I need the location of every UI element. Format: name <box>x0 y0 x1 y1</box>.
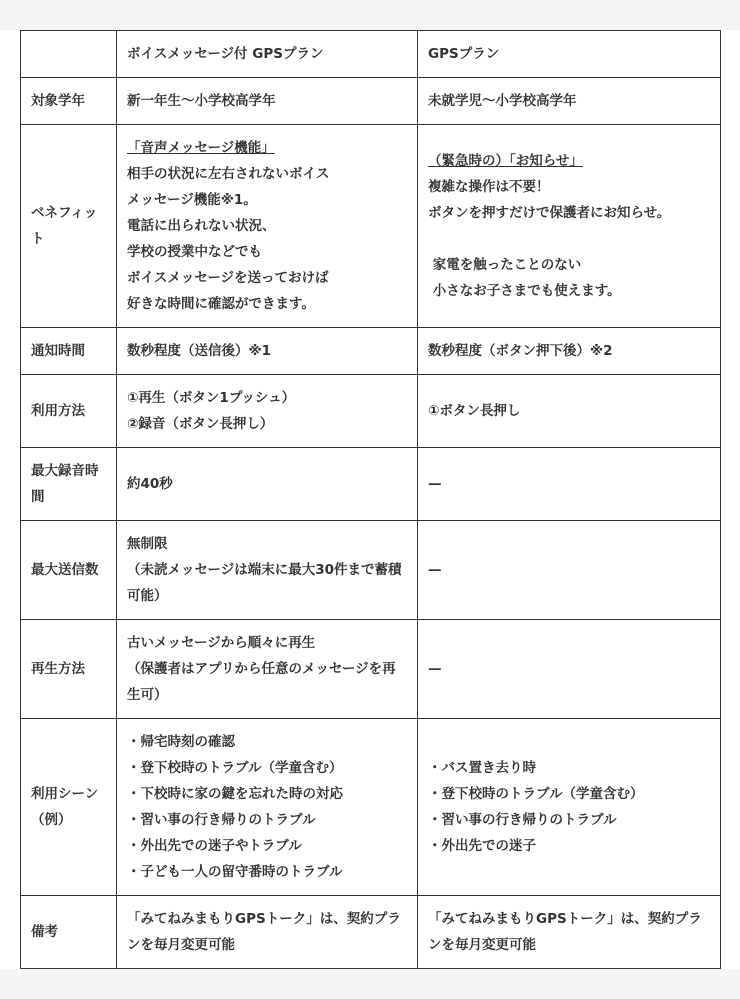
cell-line: 新一年生〜小学校高学年 <box>127 93 276 109</box>
row-label: 再生方法 <box>21 620 117 719</box>
plan-b-cell <box>418 719 721 896</box>
header-gps-plan: GPSプラン <box>418 31 721 78</box>
cell-line: メッセージ機能※1。 <box>127 192 257 208</box>
list-item: ・下校時に家の鍵を忘れた時の対応 <box>127 786 343 802</box>
cell-line: 未就学児〜小学校高学年 <box>428 93 577 109</box>
table-row-max-record-time <box>21 448 721 521</box>
list-item: ・登下校時のトラブル（学童含む） <box>127 760 343 776</box>
cell-line: 「みてねみまもりGPSトーク」は、契約プランを毎月変更可能 <box>428 911 702 953</box>
list-item: ・習い事の行き帰りのトラブル <box>428 812 617 828</box>
table-row-target-grade <box>21 78 721 125</box>
cell-line: 無制限 <box>127 536 168 552</box>
table-row-usage <box>21 375 721 448</box>
plan-b-cell <box>418 896 721 969</box>
list-item: ・習い事の行き帰りのトラブル <box>127 812 316 828</box>
table-header-row <box>21 31 721 78</box>
plan-a-cell <box>117 375 418 448</box>
plan-b-cell <box>418 620 721 719</box>
table-row-playback-method <box>21 620 721 719</box>
cell-line: 「みてねみまもりGPSトーク」は、契約プランを毎月変更可能 <box>127 911 401 953</box>
plan-a-cell <box>117 125 418 328</box>
plan-a-cell <box>117 448 418 521</box>
plan-b-cell <box>418 375 721 448</box>
benefit-heading: （緊急時の）「お知らせ」 <box>428 153 583 169</box>
row-label: 利用方法 <box>21 375 117 448</box>
cell-line: ②録音（ボタン長押し） <box>127 416 274 432</box>
plan-b-cell <box>418 448 721 521</box>
table-row-max-send-count <box>21 521 721 620</box>
table-row-benefit <box>21 125 721 328</box>
header-empty-cell <box>21 31 117 78</box>
cell-line: 数秒程度（送信後）※1 <box>127 343 272 359</box>
row-label: 対象学年 <box>21 78 117 125</box>
plan-b-cell <box>418 125 721 328</box>
cell-line: — <box>428 562 442 578</box>
header-voice-gps-plan: ボイスメッセージ付 GPSプラン <box>117 31 418 78</box>
cell-line: 約40秒 <box>127 476 173 492</box>
row-label: 最大録音時間 <box>21 448 117 521</box>
plan-b-cell <box>418 328 721 375</box>
list-item: ・バス置き去り時 <box>428 760 536 776</box>
cell-line <box>428 226 710 252</box>
plan-comparison-table <box>20 30 721 969</box>
plan-a-cell <box>117 719 418 896</box>
cell-line: （保護者はアプリから任意のメッセージを再生可） <box>127 661 396 703</box>
plan-a-cell <box>117 78 418 125</box>
cell-line: — <box>428 661 442 677</box>
list-item: ・帰宅時刻の確認 <box>127 734 235 750</box>
cell-line: — <box>428 476 442 492</box>
row-label: 備考 <box>21 896 117 969</box>
cell-line: 数秒程度（ボタン押下後）※2 <box>428 343 613 359</box>
cell-line: 家電を触ったことのない <box>428 257 582 273</box>
table-row-use-scenes <box>21 719 721 896</box>
plan-a-cell <box>117 896 418 969</box>
cell-line: ①ボタン長押し <box>428 403 521 419</box>
cell-line: 相手の状況に左右されないボイス <box>127 166 330 182</box>
plan-a-cell <box>117 620 418 719</box>
cell-line: ①再生（ボタン1プッシュ） <box>127 390 296 406</box>
cell-line: （未読メッセージは端末に最大30件まで蓄積可能） <box>127 562 402 604</box>
list-item: ・子ども一人の留守番時のトラブル <box>127 864 343 880</box>
table-row-notify-time <box>21 328 721 375</box>
list-item: ・登下校時のトラブル（学童含む） <box>428 786 644 802</box>
list-item: ・外出先での迷子 <box>428 838 536 854</box>
benefit-heading: 「音声メッセージ機能」 <box>127 140 275 156</box>
row-label: 利用シーン（例） <box>21 719 117 896</box>
page <box>0 30 740 969</box>
cell-line: 複雑な操作は不要！ <box>428 179 550 195</box>
cell-line: 小さなお子さまでも使えます。 <box>428 283 621 299</box>
cell-line: 古いメッセージから順々に再生 <box>127 635 316 651</box>
cell-line: ボイスメッセージを送っておけば <box>127 270 329 286</box>
cell-line: 学校の授業中などでも <box>127 244 262 260</box>
row-label: 最大送信数 <box>21 521 117 620</box>
row-label: 通知時間 <box>21 328 117 375</box>
table-row-notes <box>21 896 721 969</box>
row-label: ベネフィット <box>21 125 117 328</box>
cell-line: 電話に出られない状況、 <box>127 218 276 234</box>
list-item: ・外出先での迷子やトラブル <box>127 838 302 854</box>
plan-b-cell <box>418 521 721 620</box>
plan-a-cell <box>117 521 418 620</box>
plan-a-cell <box>117 328 418 375</box>
cell-line: 好きな時間に確認ができます。 <box>127 296 315 312</box>
cell-line: ボタンを押すだけで保護者にお知らせ。 <box>428 205 671 221</box>
plan-b-cell <box>418 78 721 125</box>
